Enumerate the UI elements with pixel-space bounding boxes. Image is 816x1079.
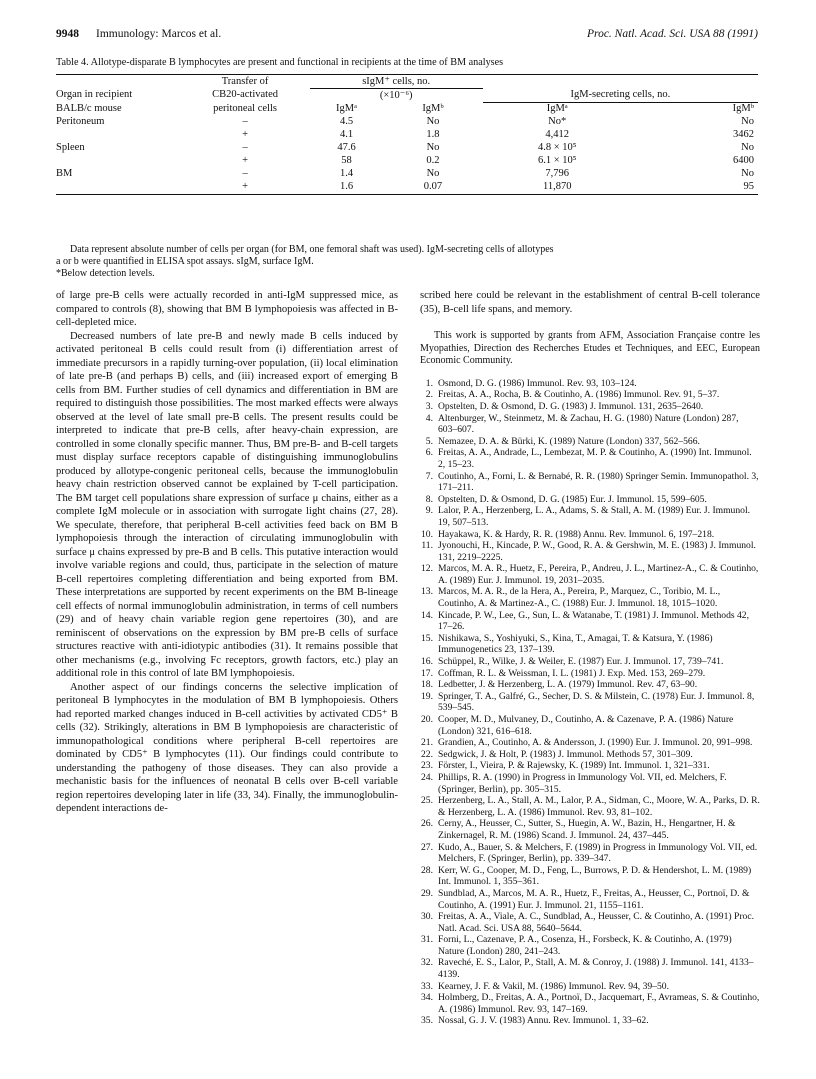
reference-text: Freitas, A. A., Andrade, L., Lembezat, M. P. & Coutinho, A. (1990) Int. Immunol. 2, 15–23. [438, 447, 752, 470]
paragraph: Another aspect of our findings concerns the selective implication of peritoneal B lymphocytes in the modulation of BM B lymphopoiesis. Others had reported marked changes induced in B-cell activities by activated CD5⁺ B cells (32). Strikingly, alterations in BM B lymphopoiesis are characteristic of immunopathological conditions where peripheral B-cell repertoires are dominated by CD5⁺ B lymphocytes (11). Our findings could contribute to understanding the pathogeny of those diseases. They can also provide a mechanistic basis for the influences of neonatal B cells over B-cell variable region repertoires developing later in life (33, 34). Finally, the immunoglobulin-dependent interactions de- [56, 681, 398, 814]
col-organ-header-2: BALB/c mouse [56, 102, 122, 114]
reference-text: Grandien, A., Coutinho, A. & Andersson, J. (1990) Eur. J. Immunol. 20, 991–998. [438, 737, 753, 749]
reference-text: Kerr, W. G., Cooper, M. D., Feng, L., Burrows, P. D. & Hendershot, L. M. (1989) Int. Immunol. 1, 355–361. [438, 864, 752, 888]
reference-text: Forni, L., Cazenave, P. A., Cosenza, H., Forsbeck, K. & Coutinho, A. (1979) Nature (London) 280, 241–243. [438, 934, 732, 957]
reference-text: Altenburger, W., Steinmetz, M. & Zachau, H. G. (1980) Nature (London) 287, 603–607. [438, 412, 739, 436]
cell-sec-a: 4,412 [545, 129, 570, 140]
reference-item [420, 737, 760, 749]
reference-item [420, 378, 760, 390]
reference-number: 31. [421, 934, 433, 946]
cell-sigm-a: 47.6 [337, 142, 356, 153]
reference-text: Phillips, R. A. (1990) in Progress in Immunology Vol. VII, ed. Melchers, F. (Springer, Berlin), pp. 305–315. [438, 771, 727, 795]
cell-sigm-a: 58 [341, 155, 352, 166]
reference-number: 23. [421, 760, 433, 772]
sub-header-sec-a: IgMᵃ [546, 103, 568, 114]
reference-text: Nemazee, D. A. & Bürki, K. (1989) Nature (London) 337, 562–566. [438, 435, 700, 447]
paragraph: Decreased numbers of late pre-B and newly made B cells induced by activated peritoneal B cells could result from (i) differentiation arrest of immediate precursors in a rapidly turning-over population, (ii) local elimination of late pre-B (and perhaps B) cells, and (iii) increased export of emerging B cells from BM. Further studies of cell dynamics and differentiation in BM are required to distinguish those possibilities. The most marked effects were always observed at the level of late small pre-B cells. The present results could be interpreted to indicate that pre-B cells, after heavy-chain expression, are controlled in some clonally specific manner. Thus, BM pre-B- and B-cell targets must display surface receptors capable of distinguishing immunoglobulins produced by allotype-congenic peritoneal cells, because the immunoglobulin heavy chain restriction observed cannot be explained by T-cell participation. The BM target cell populations share expression of surface μ chains, either as a complete IgM molecule or in association with surrogate light chains (27, 28). We speculate, therefore, that peripheral B-cell activities feed back on BM B lymphopoiesis through the interaction of circulating immunoglobulin with surface μ chains expressed by pre-B and B cells. This putative interaction would involve variable regions and could, thus, participate in the selection of mature B-cell repertoires completing differentiation and being exported from BM. These interpretations are supported by recent experiments on the BM B-lineage cell effects of normal immunoglobulin administration, in terms of cell numbers (29) and of heavy chain variable region gene repertoires (30), and are reminiscent of observations on the expression by BM pre-B cells of surface structures reactive with anti-idiotypic antibodies (31). It remains possible that other mechanisms (e.g., involving Fc receptors, growth factors, etc.) play an additional role in this control of late BM lymphopoiesis. [56, 330, 398, 679]
reference-item [420, 389, 760, 401]
reference-text: Sedgwick, J. & Holt, P. (1983) J. Immunol. Methods 57, 301–309. [438, 748, 693, 760]
reference-number: 19. [421, 690, 433, 702]
reference-item [420, 888, 760, 911]
cell-sigm-a: 1.6 [310, 181, 384, 195]
sub-header-sigm-b: IgMᵇ [422, 102, 444, 114]
reference-list [420, 378, 760, 1027]
reference-text: Nossal, G. J. V. (1983) Annu. Rev. Immunol. 1, 33–62. [438, 1015, 649, 1027]
reference-item [420, 795, 760, 818]
paragraph: of large pre-B cells were actually recorded in anti-IgM suppressed mice, as compared to controls (8), showing that BM B lymphopoiesis was affected in B-cell-depleted mice. [56, 290, 398, 328]
reference-item [420, 668, 760, 680]
reference-item [420, 633, 760, 656]
reference-text: Herzenberg, L. A., Stall, A. M., Lalor, P. A., Sidman, C., Moore, W. A., Parks, D. R. & Herzenberg, L. A. (1986) Immunol. Rev. 93, 81–102. [438, 795, 760, 818]
reference-text: Schüppel, R., Wilke, J. & Weiler, E. (1987) Eur. J. Immunol. 17, 739–741. [438, 656, 724, 668]
cell-organ [56, 155, 180, 168]
reference-item [420, 957, 760, 980]
reference-text: Lalor, P. A., Herzenberg, L. A., Adams, S. & Stall, A. M. (1989) Eur. J. Immunol. 19, 507–513. [438, 505, 751, 528]
reference-text: Ledbetter, J. & Herzenberg, L. A. (1979) Immunol. Rev. 47, 63–90. [438, 679, 698, 691]
reference-item [420, 981, 760, 993]
cell-organ [56, 129, 180, 142]
reference-number: 35. [421, 1015, 433, 1027]
col-transfer-header-3: peritoneal cells [213, 102, 277, 114]
reference-number: 4. [425, 412, 433, 424]
cell-sec-a: 6.1 × 10⁵ [537, 155, 577, 166]
page-number: 9948 [56, 28, 79, 40]
reference-text: Holmberg, D., Freitas, A. A., Portnoï, D., Jacquemart, F., Avrameas, S. & Coutinho, A. (1986) Immunol. Rev. 93, 147–169. [438, 992, 760, 1015]
reference-text: Cerny, A., Heusser, C., Sutter, S., Huegin, A. W., Bazin, H., Hengartner, H. & Zinkernagel, R. M. (1986) Scand. J. Immunol. 24, 437–445. [438, 818, 736, 841]
reference-number: 13. [421, 586, 433, 598]
table-row [56, 142, 758, 155]
reference-number: 10. [421, 528, 433, 540]
cell-sigm-b: 0.2 [426, 155, 440, 166]
reference-text: Förster, I., Vieira, P. & Rajewsky, K. (1989) Int. Immunol. 1, 321–331. [438, 760, 710, 772]
reference-item [420, 656, 760, 668]
reference-number: 2. [425, 389, 433, 401]
cell-sigm-b: No [426, 142, 440, 153]
col-organ-header-1: Organ in recipient [56, 89, 133, 101]
reference-item [420, 818, 760, 841]
group-sigm-unit: (×10⁻⁶) [379, 89, 413, 101]
cell-sigm-a: 1.4 [339, 168, 354, 179]
reference-text: Freitas, A. A., Rocha, B. & Coutinho, A. (1986) Immunol. Rev. 91, 5–37. [438, 389, 720, 401]
reference-item [420, 413, 760, 436]
reference-number: 5. [425, 435, 433, 447]
reference-number: 3. [425, 400, 433, 412]
cell-sec-a: 11,870 [483, 181, 632, 195]
table-body [56, 116, 758, 195]
reference-number: 15. [421, 632, 433, 644]
reference-text: Kudo, A., Bauer, S. & Melchers, F. (1989) in Progress in Immunology Vol. VII, ed. Melchers, F. (Springer, Berlin), pp. 339–347. [438, 841, 758, 865]
cell-sigm-b: 0.07 [383, 181, 482, 195]
cell-sec-b: 6400 [733, 155, 754, 166]
paragraph: scribed here could be relevant in the establishment of central B-cell tolerance (35), B-cell life spans, and memory. [420, 290, 760, 315]
cell-sigm-b: No [426, 116, 440, 127]
table-row [56, 181, 758, 195]
cell-sec-a: 7,796 [545, 168, 570, 179]
cell-transfer: + [242, 129, 249, 140]
reference-item [420, 447, 760, 470]
sub-header-sec-b: IgMᵇ [732, 103, 754, 114]
reference-number: 20. [421, 714, 433, 725]
cell-organ: BM [56, 168, 73, 179]
reference-item [420, 505, 760, 528]
reference-number: 28. [421, 864, 433, 876]
cell-sigm-b: 1.8 [426, 129, 440, 140]
col-transfer-header-2: CB20-activated [212, 89, 279, 101]
reference-text: Hayakawa, K. & Hardy, R. R. (1988) Annu. Rev. Immunol. 6, 197–218. [438, 528, 715, 540]
footnote-line: Data represent absolute number of cells per organ (for BM, one femoral shaft was used). IgM-secreting cells of allotypes [70, 244, 554, 255]
reference-text: Marcos, M. A. R., Huetz, F., Pereira, P., Andreu, J. L., Martinez-A., C. & Coutinho, A. (1989) Eur. J. Immunol. 19, 2031–2035. [438, 563, 759, 586]
reference-number: 34. [421, 992, 433, 1004]
reference-number: 7. [425, 470, 433, 482]
table-row [56, 129, 758, 142]
cell-organ: Spleen [56, 142, 85, 153]
reference-item [420, 540, 760, 563]
reference-number: 17. [421, 667, 433, 679]
reference-item [420, 1015, 760, 1027]
reference-text: Kearney, J. F. & Vakil, M. (1986) Immunol. Rev. 94, 39–50. [438, 980, 669, 992]
reference-number: 24. [421, 771, 433, 783]
group-secreting-header: IgM-secreting cells, no. [483, 89, 758, 103]
reference-number: 11. [421, 540, 433, 552]
reference-text: Opstelten, D. & Osmond, D. G. (1983) J. Immunol. 131, 2635–2640. [438, 400, 704, 412]
group-sigm-header: sIgM⁺ cells, no. [310, 75, 483, 89]
reference-item [420, 471, 760, 494]
reference-text: Kincade, P. W., Lee, G., Sun, L. & Watanabe, T. (1981) J. Immunol. Methods 42, 17–26. [438, 609, 749, 633]
reference-item [420, 842, 760, 865]
reference-text: Sundblad, A., Marcos, M. A. R., Huetz, F., Freitas, A., Heusser, C., Portnoï, D. & Coutinho, A. (1991) Eur. J. Immunol. 21, 1155–1161. [438, 887, 750, 911]
running-header [56, 28, 758, 44]
col-transfer-header-1: Transfer of [180, 75, 309, 89]
journal-citation: Proc. Natl. Acad. Sci. USA 88 (1991) [587, 28, 758, 40]
data-table [56, 74, 758, 195]
cell-sec-a: 4.8 × 10⁵ [537, 142, 577, 153]
reference-number: 18. [421, 679, 433, 691]
reference-number: 27. [421, 841, 433, 853]
cell-sigm-a: 4.5 [339, 116, 354, 127]
reference-number: 8. [425, 493, 433, 505]
table-row [56, 116, 758, 129]
reference-item [420, 760, 760, 772]
reference-item [420, 714, 760, 737]
reference-item [420, 529, 760, 541]
reference-number: 22. [421, 748, 433, 760]
cell-sec-b: 3462 [733, 129, 754, 140]
footnote-star: *Below detection levels. [56, 268, 155, 279]
reference-item [420, 934, 760, 957]
reference-number: 12. [421, 563, 433, 575]
reference-item [420, 586, 760, 609]
cell-sec-a: No* [548, 116, 567, 127]
right-column [420, 289, 760, 1027]
reference-item [420, 911, 760, 934]
reference-text: Coutinho, A., Forni, L. & Bernabé, R. R. (1980) Springer Semin. Immunopathol. 3, 171–211. [438, 470, 759, 494]
cell-sec-b: No [741, 142, 754, 153]
reference-text: Raveché, E. S., Lalor, P., Stall, A. M. & Conroy, J. (1988) J. Immunol. 141, 4133–4139. [438, 957, 754, 981]
reference-number: 26. [421, 818, 433, 830]
reference-text: Nishikawa, S., Yoshiyuki, S., Kina, T., Amagai, T. & Katsura, Y. (1986) Immunogenetics 23, 137–139. [438, 632, 713, 656]
reference-item [420, 679, 760, 691]
reference-item [420, 749, 760, 761]
cell-sec-b: 95 [632, 181, 758, 195]
reference-item [420, 865, 760, 888]
reference-number: 32. [421, 957, 433, 969]
reference-number: 33. [421, 980, 433, 992]
table-caption: Table 4. Allotype-disparate B lymphocytes are present and functional in recipients at the time of BM analyses [56, 57, 504, 68]
reference-number: 30. [421, 911, 433, 923]
reference-text: Marcos, M. A. R., de la Hera, A., Pereira, P., Marquez, C., Toribio, M. L., Coutinho, A. & Martinez-A., C. (1988) Eur. J. Immunol. 18, 1015–1020. [438, 586, 721, 610]
reference-number: 14. [421, 609, 433, 621]
left-column [56, 289, 398, 816]
reference-text: Osmond, D. G. (1986) Immunol. Rev. 93, 103–124. [438, 377, 637, 389]
reference-text: Jyonouchi, H., Kincade, P. W., Good, R. A. & Gershwin, M. E. (1983) J. Immunol. 131, 2219–2225. [438, 540, 756, 563]
cell-transfer: + [242, 155, 249, 166]
reference-item [420, 691, 760, 714]
reference-number: 6. [425, 447, 433, 459]
reference-text: Opstelten, D. & Osmond, D. G. (1985) Eur. J. Immunol. 15, 599–605. [438, 493, 707, 505]
reference-text: Cooper, M. D., Mulvaney, D., Coutinho, A. & Cazenave, P. A. (1986) Nature (London) 321, 616–618. [438, 714, 734, 737]
sub-header-sigm-a: IgMᵃ [336, 102, 357, 114]
cell-organ: Peritoneum [56, 116, 105, 127]
table-footnote [56, 244, 758, 280]
reference-text: Coffman, R. L. & Weissman, I. L. (1981) J. Exp. Med. 153, 269–279. [438, 667, 706, 679]
cell-sec-b: No [741, 168, 754, 179]
running-title: Immunology: Marcos et al. [96, 28, 222, 40]
reference-number: 25. [421, 795, 433, 807]
reference-item [420, 610, 760, 633]
table-row [56, 168, 758, 181]
cell-sigm-b: No [426, 168, 440, 179]
reference-item [420, 563, 760, 586]
cell-sec-b: No [741, 116, 754, 127]
cell-transfer: – [242, 142, 248, 153]
reference-item [420, 992, 760, 1015]
reference-text: Freitas, A. A., Viale, A. C., Sundblad, A., Heusser, C. & Coutinho, A. (1991) Proc. Natl. Acad. Sci. USA 88, 5640–5644. [438, 911, 754, 934]
cell-transfer: + [180, 181, 309, 195]
table-row [56, 155, 758, 168]
reference-item [420, 401, 760, 413]
cell-transfer: – [242, 168, 248, 179]
reference-item [420, 436, 760, 448]
reference-number: 29. [421, 887, 433, 899]
footnote-line: a or b were quantified in ELISA spot assays. sIgM, surface IgM. [56, 256, 314, 267]
reference-number: 21. [421, 737, 433, 749]
reference-item [420, 494, 760, 506]
cell-sigm-a: 4.1 [339, 129, 354, 140]
reference-text: Springer, T. A., Galfré, G., Secher, D. S. & Milstein, C. (1978) Eur. J. Immunol. 8, 539–545. [438, 690, 755, 714]
reference-number: 1. [425, 377, 433, 389]
acknowledgments: This work is supported by grants from AFM, Association Française contre les Myopathies, Direction des Recherches Etudes et Techniques, and EEC, European Economic Community. [420, 330, 760, 367]
reference-number: 9. [425, 505, 433, 517]
cell-transfer: – [242, 116, 248, 127]
reference-item [420, 772, 760, 795]
reference-number: 16. [421, 656, 433, 668]
cell-organ [56, 181, 180, 195]
